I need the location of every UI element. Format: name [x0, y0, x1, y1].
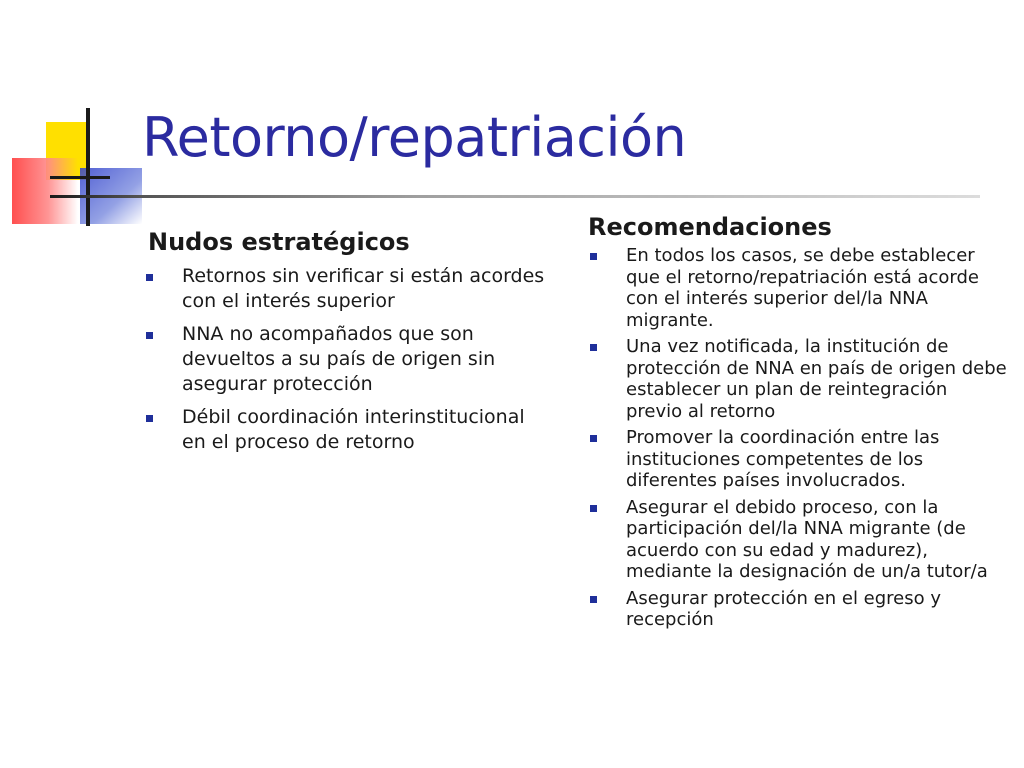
square-bullet-icon: [146, 332, 153, 339]
square-bullet-icon: [146, 274, 153, 281]
list-item-text: Débil coordinación interinstitucional en el proceso de retorno: [182, 406, 525, 453]
list-item-text: Retornos sin verificar si están acordes con el interés superior: [182, 265, 545, 312]
decorative-short-line: [50, 176, 110, 179]
square-bullet-icon: [590, 344, 597, 351]
list-item: [148, 264, 548, 314]
list-item: [148, 405, 548, 455]
decorative-red-square: [12, 158, 78, 224]
right-bullet-list: [588, 245, 1008, 631]
square-bullet-icon: [590, 253, 597, 260]
left-column: [148, 228, 548, 463]
list-item-text: Asegurar protección en el egreso y recepción: [626, 587, 942, 630]
right-column: [588, 213, 1008, 636]
list-item: [588, 497, 1008, 583]
left-column-heading: Nudos estratégicos: [148, 228, 410, 256]
list-item-text: En todos los casos, se debe establecer que el retorno/repatriación está acorde con el interés superior del/la NNA migrante.: [626, 245, 979, 331]
list-item: [588, 336, 1008, 422]
right-column-heading: Recomendaciones: [588, 213, 832, 241]
square-bullet-icon: [146, 415, 153, 422]
square-bullet-icon: [590, 435, 597, 442]
list-item-text: Una vez notificada, la institución de protección de NNA en país de origen debe establecer un plan de reintegración previo al retorno: [626, 336, 1007, 422]
slide-title: Retorno/repatriación: [142, 106, 687, 169]
list-item-text: Promover la coordinación entre las instituciones competentes de los diferentes países involucrados.: [626, 427, 940, 491]
list-item: [148, 322, 548, 397]
list-item-text: NNA no acompañados que son devueltos a su país de origen sin asegurar protección: [182, 323, 496, 395]
title-underline: [50, 195, 980, 198]
list-item: [588, 427, 1008, 492]
list-item-text: Asegurar el debido proceso, con la participación del/la NNA migrante (de acuerdo con su edad y madurez), mediante la designación de un/a tutor/a: [626, 496, 988, 582]
list-item: [588, 245, 1008, 331]
list-item: [588, 588, 1008, 631]
decorative-vertical-line: [86, 108, 90, 226]
left-bullet-list: [148, 264, 548, 455]
square-bullet-icon: [590, 596, 597, 603]
square-bullet-icon: [590, 505, 597, 512]
